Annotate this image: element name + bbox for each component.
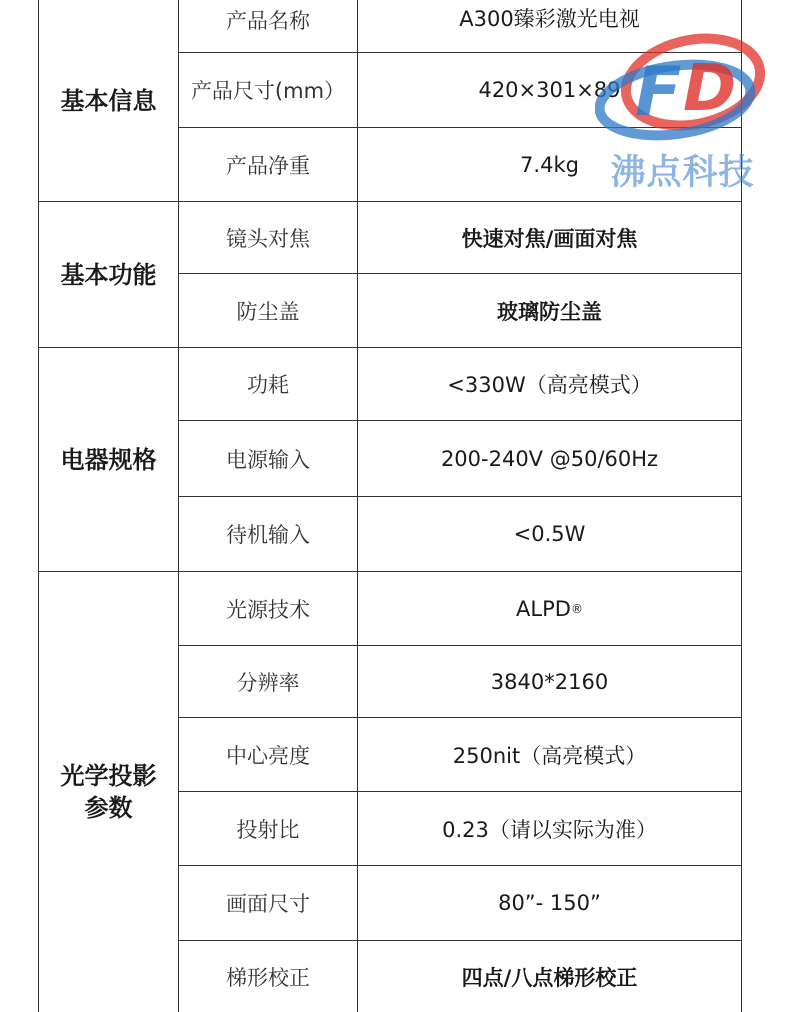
logo-mark-d: D [683, 52, 737, 126]
logo-mark-f: F [635, 53, 682, 132]
attr-value: 80”- 150” [498, 891, 601, 915]
company-logo [595, 30, 770, 193]
attr-value: 250nit（高亮模式） [452, 743, 647, 768]
section-label-electrical: 电器规格 [60, 445, 157, 474]
attr-value: <0.5W [513, 522, 586, 546]
attr-label: 投射比 [236, 817, 300, 842]
section-label-line: 光学投影 [60, 762, 157, 790]
attr-label: 分辨率 [236, 670, 300, 695]
fd-logo-icon [595, 30, 770, 145]
attr-label: 产品尺寸(mm） [190, 79, 346, 103]
attr-label: 电源输入 [226, 447, 310, 472]
section-label-line: 参数 [84, 794, 133, 822]
attr-value: A300臻彩激光电视 [459, 7, 640, 31]
attr-label: 产品名称 [226, 9, 310, 33]
attr-value: 3840*2160 [490, 669, 609, 694]
attr-value: 玻璃防尘盖 [497, 299, 602, 324]
attr-label: 光源技术 [226, 597, 310, 622]
attr-label: 产品净重 [226, 153, 310, 178]
attr-value: 7.4kg [520, 152, 579, 177]
attr-label: 防尘盖 [236, 299, 300, 324]
attr-value: 420×301×89 [478, 78, 621, 102]
attr-value: 快速对焦/画面对焦 [461, 226, 638, 251]
attr-label: 待机输入 [226, 523, 310, 547]
attr-label: 画面尺寸 [226, 892, 310, 916]
attr-value-text: ALPD [516, 596, 571, 621]
attr-value: 200-240V @50/60Hz [440, 446, 659, 471]
attr-label: 功耗 [247, 373, 289, 397]
attr-label: 镜头对焦 [226, 226, 310, 251]
section-label-optical [39, 572, 178, 1012]
attr-label: 梯形校正 [226, 965, 310, 990]
section-label-basic-info: 基本信息 [60, 86, 157, 115]
attr-value: <330W（高亮模式） [447, 373, 652, 397]
logo-text: 沸点科技 [610, 153, 755, 193]
attr-value: 四点/八点梯形校正 [461, 965, 638, 990]
section-label-basic-function: 基本功能 [60, 260, 157, 289]
attr-value: ALPD ® [516, 596, 583, 621]
attr-value: 0.23（请以实际为准） [442, 817, 657, 842]
attr-label: 中心亮度 [226, 743, 310, 768]
